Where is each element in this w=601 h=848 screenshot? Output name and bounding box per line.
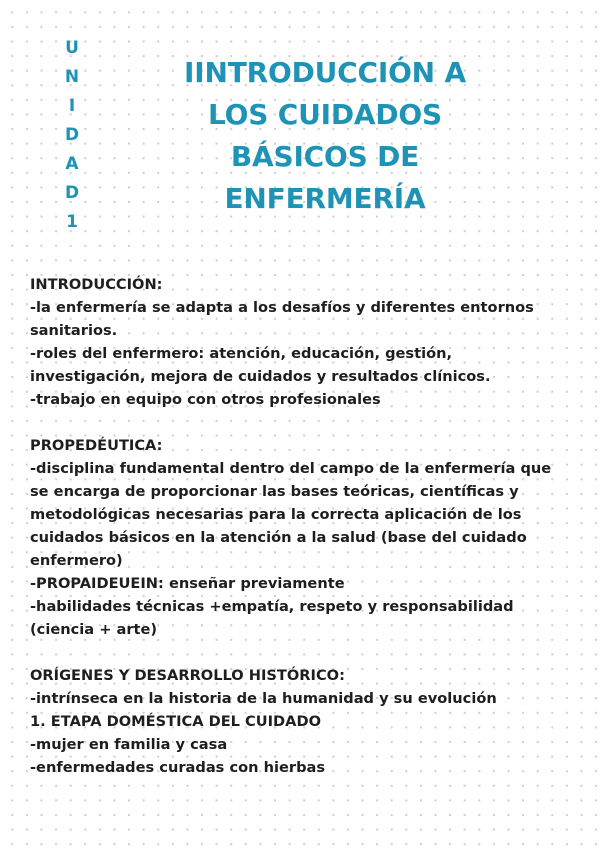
note-line: -intrínseca en la historia de la humanidad y su evolución <box>30 690 497 707</box>
note-line: -habilidades técnicas +empatía, respeto y responsabilidad <box>30 598 514 615</box>
note-line: sanitarios. <box>30 322 118 339</box>
title-line: ENFERMERÍA <box>224 182 426 215</box>
title-line: BÁSICOS DE <box>230 140 420 173</box>
note-line: -trabajo en equipo con otros profesionales <box>30 391 381 408</box>
unit-letter: D <box>64 125 80 145</box>
section-heading: INTRODUCCIÓN: <box>30 276 163 293</box>
note-line: se encarga de proporcionar las bases teóricas, científicas y <box>30 483 519 500</box>
section-propedeutica <box>30 434 590 641</box>
section-heading: ORÍGENES Y DESARROLLO HISTÓRICO: <box>30 667 345 684</box>
unit-vertical-label <box>62 34 82 237</box>
note-line: cuidados básicos en la atención a la salud (base del cuidado <box>30 529 527 546</box>
unit-letter: N <box>64 67 80 87</box>
note-line: 1. ETAPA DOMÉSTICA DEL CUIDADO <box>30 713 321 730</box>
section-origenes <box>30 664 590 779</box>
unit-letter: U <box>65 38 79 58</box>
section-introduccion <box>30 273 590 411</box>
unit-letter: 1 <box>66 212 78 232</box>
notes-content <box>30 273 590 802</box>
unit-letter: A <box>65 154 79 174</box>
note-line: -mujer en familia y casa <box>30 736 228 753</box>
note-line: metodológicas necesarias para la correcta aplicación de los <box>30 506 522 523</box>
section-heading: PROPEDÉUTICA: <box>30 437 163 454</box>
title-line: IINTRODUCCIÓN A <box>184 56 466 89</box>
note-line: -roles del enfermero: atención, educación, gestión, <box>30 345 453 362</box>
note-line: -disciplina fundamental dentro del campo de la enfermería que <box>30 460 552 477</box>
note-line: enfermero) <box>30 552 123 569</box>
note-line: -enfermedades curadas con hierbas <box>30 759 326 776</box>
page-title <box>130 52 520 220</box>
unit-letter: I <box>68 96 76 116</box>
title-line: LOS CUIDADOS <box>208 98 442 131</box>
note-line: investigación, mejora de cuidados y resultados clínicos. <box>30 368 491 385</box>
note-line: -PROPAIDEUEIN: enseñar previamente <box>30 575 345 592</box>
note-line: -la enfermería se adapta a los desafíos y diferentes entornos <box>30 299 534 316</box>
note-line: (ciencia + arte) <box>30 621 158 638</box>
unit-letter: D <box>64 183 80 203</box>
